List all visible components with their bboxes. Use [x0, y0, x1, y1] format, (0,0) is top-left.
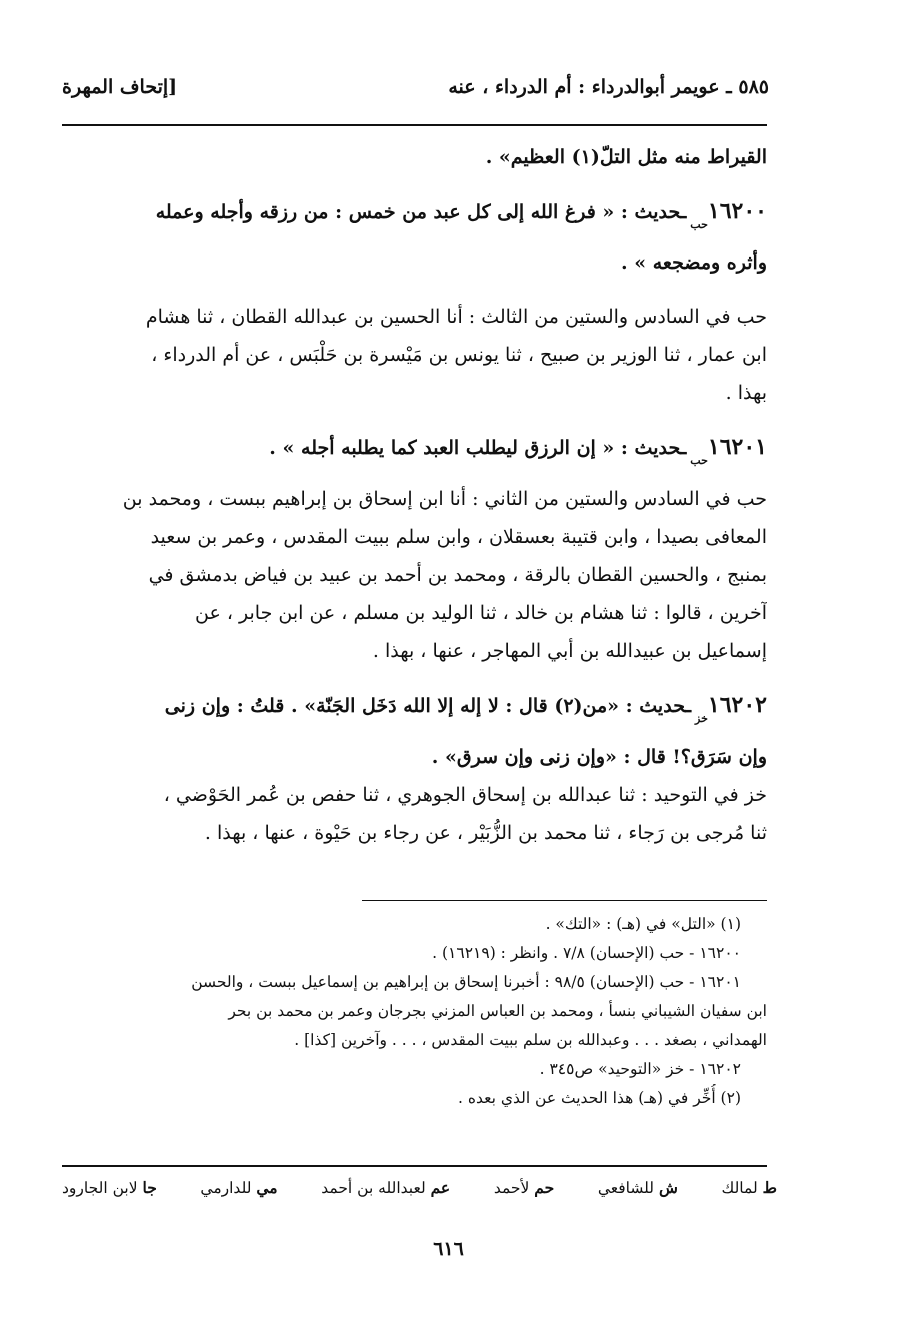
footnote-line: (٢) أُخِّر في (هـ) هذا الحديث عن الذي بعده .: [458, 1089, 741, 1107]
main-text: [62, 138, 767, 852]
abbreviation-legend: [62, 1178, 777, 1197]
isnad-line: المعافى بصيدا ، وابن قتيبة بعسقلان ، وابن سلم ببيت المقدس ، وعمر بن سعيد: [150, 526, 767, 548]
footnote-line: (١) «التل» في (هـ) : «التك» .: [545, 915, 741, 933]
isnad-line: إسماعيل بن عبيدالله بن أبي المهاجر ، عنها ، بهذا .: [372, 640, 767, 662]
hadith-16201: [62, 428, 767, 480]
legend-item: مي للدارمي: [200, 1178, 278, 1197]
hadith-text: ـحديث : « فرغ الله إلى كل عبد من خمس : من رزقه وأجله وعمله: [155, 201, 687, 223]
hadith-text: ـحديث : « إن الرزق ليطلب العبد كما يطلبه أجله » .: [269, 437, 687, 459]
footnote-line: ١٦٢٠٢ - خز «التوحيد» ص٣٤٥ .: [539, 1060, 741, 1078]
footnote-line: ١٦٢٠٠ - حب (الإحسان) ٧/٨ . وانظر : (١٦٢١٩) .: [432, 944, 741, 962]
header-rule: [62, 124, 767, 126]
hadith-number: ١٦٢٠٢: [707, 692, 767, 718]
continuation-line: القيراط منه مثل التلّ(١) العظيم» .: [485, 146, 767, 168]
hadith-16200-cont: وأثره ومضجعه » .: [621, 252, 767, 274]
legend-item: حم لأحمد: [493, 1178, 555, 1197]
hadith-16202-cont: وإن سَرَق؟! قال : «وإن زنى وإن سرق» .: [431, 746, 767, 768]
isnad-line: بهذا .: [725, 382, 767, 404]
isnad-line: آخرين ، قالوا : ثنا هشام بن خالد ، ثنا الوليد بن مسلم ، عن ابن جابر ، عن: [195, 602, 767, 624]
hadith-number: ١٦٢٠٠: [707, 198, 767, 224]
footnote-line: الهمداني ، بصغد . . . وعبدالله بن سلم ببيت المقدس ، . . . وآخرين [كذا] .: [294, 1031, 767, 1049]
isnad-line: ثنا مُرجى بن رَجاء ، ثنا محمد بن الزُّبَيْر ، عن رجاء بن حَيْوة ، عنها ، بهذا .: [204, 822, 767, 844]
hadith-number: ١٦٢٠١: [707, 434, 767, 460]
isnad-line: حب في السادس والستين من الثالث : أنا الحسين بن عبدالله القطان ، ثنا هشام: [145, 306, 767, 328]
isnad-line: ابن عمار ، ثنا الوزير بن صبيح ، ثنا يونس بن مَيْسرة بن حَلْبَس ، عن أم الدرداء ،: [151, 344, 767, 366]
footnote-line: ابن سفيان الشيباني بنسأ ، ومحمد بن العباس المزني بجرجان وعمر بن محمد بن بحر: [228, 1002, 767, 1020]
source-tag: حب: [690, 218, 708, 231]
running-header: [62, 70, 769, 104]
footnotes: [62, 910, 767, 1113]
source-tag: حب: [690, 454, 708, 467]
source-tag: خز: [695, 712, 708, 725]
isnad-line: حب في السادس والستين من الثاني : أنا ابن إسحاق بن إبراهيم ببست ، ومحمد بن: [122, 488, 767, 510]
legend-item: ش للشافعي: [597, 1178, 678, 1197]
hadith-16200: [62, 192, 767, 244]
isnad-line: بمنبج ، والحسين القطان بالرقة ، ومحمد بن أحمد بن عبيد بن فياض بدمشق في: [148, 564, 767, 586]
isnad-line: خز في التوحيد : ثنا عبدالله بن إسحاق الجوهري ، ثنا حفص بن عُمر الحَوْضي ،: [163, 784, 767, 806]
legend-item: جا لابن الجارود: [62, 1178, 157, 1197]
hadith-16202: [62, 686, 767, 738]
page-number: ٦١٦: [433, 1238, 464, 1260]
footnote-line: ١٦٢٠١ - حب (الإحسان) ٩٨/٥ : أخبرنا إسحاق بن إبراهيم بن إسماعيل ببست ، والحسن: [191, 973, 741, 991]
book-title: [إتحاف المهرة: [62, 76, 178, 98]
running-title: ٥٨٥ ـ عويمر أبوالدرداء : أم الدرداء ، عنه: [448, 76, 769, 98]
legend-item: ط لمالك: [721, 1178, 777, 1197]
legend-item: عم لعبدالله بن أحمد: [321, 1178, 451, 1197]
hadith-text: ـحديث : «من(٢) قال : لا إله إلا الله دَخَل الجَنّة» . قلتُ : وإن زنى: [164, 695, 692, 717]
legend-rule: [62, 1165, 767, 1167]
footnote-rule: [362, 900, 767, 901]
